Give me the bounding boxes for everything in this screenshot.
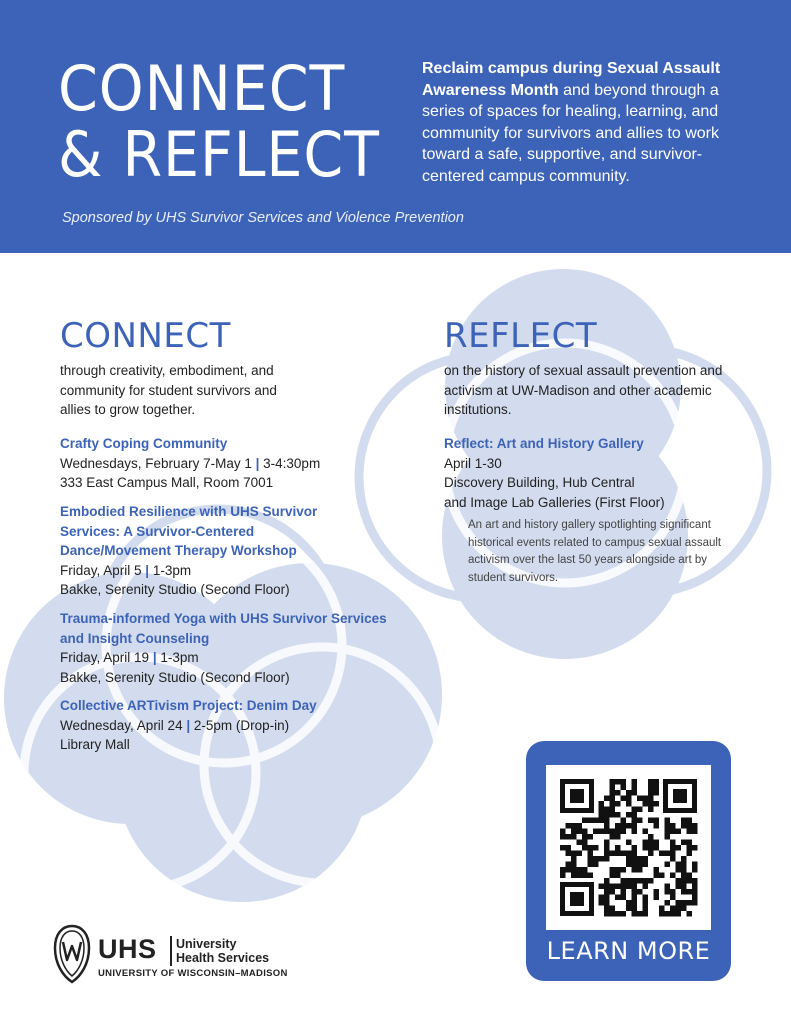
qr-code-image xyxy=(546,765,711,930)
logo-name-line-1: University xyxy=(176,937,237,951)
connect-heading: CONNECT xyxy=(60,316,231,356)
event-title: Reflect: Art and History Gallery xyxy=(444,436,644,451)
intro-text xyxy=(422,58,742,187)
intro-rest: and beyond through a series of spaces for healing, learning, and community for survivors and allies to work toward a safe, supportive, and survivor-centered campus community. xyxy=(422,81,719,185)
qr-code[interactable] xyxy=(546,765,711,930)
event-time: 1-3pm xyxy=(152,562,192,578)
logo-abbr: UHS xyxy=(98,934,157,964)
logo-name-line-2: Health Services xyxy=(176,951,270,965)
event-embodied-resilience xyxy=(60,502,322,600)
event-time: 1-3pm xyxy=(160,650,199,665)
sponsor-line: Sponsored by UHS Survivor Services and Violence Prevention xyxy=(62,210,464,226)
event-title: Collective ARTivism Project: Denim Day xyxy=(60,698,317,713)
reflect-lead: on the history of sexual assault prevention and activism at UW-Madison and other academic institutions. xyxy=(444,363,723,417)
event-trauma-yoga xyxy=(60,609,400,687)
event-date: Friday, April 5 xyxy=(60,562,142,578)
event-location: 333 East Campus Mall, Room 7001 xyxy=(60,475,274,490)
title-line-2: & REFLECT xyxy=(58,118,380,191)
separator: | xyxy=(152,650,157,665)
header-banner xyxy=(0,0,791,253)
uhs-logo xyxy=(52,922,292,984)
reflect-heading: REFLECT xyxy=(444,316,598,356)
event-time: 2-5pm (Drop-in) xyxy=(193,717,290,733)
event-when xyxy=(60,716,410,736)
event-location-2: and Image Lab Galleries (First Floor) xyxy=(444,494,665,510)
event-art-history-gallery xyxy=(444,434,744,512)
uw-crest-icon xyxy=(52,924,92,984)
event-title: Trauma-informed Yoga with UHS Survivor Services and Insight Counseling xyxy=(60,611,387,646)
learn-more-label[interactable]: LEARN MORE xyxy=(546,937,711,965)
event-time: 3-4:30pm xyxy=(263,455,321,471)
event-date: April 1-30 xyxy=(444,455,502,471)
event-when xyxy=(60,454,410,474)
event-location: Bakke, Serenity Studio (Second Floor) xyxy=(60,582,290,597)
learn-more-card[interactable] xyxy=(526,741,731,981)
page-title xyxy=(58,52,380,191)
logo-name xyxy=(176,937,269,965)
intro-bold: Reclaim campus during Sexual Assault Awareness Month xyxy=(422,60,721,99)
gallery-description: An art and history gallery spotlighting significant historical events related to campus sexual assault activism over the last 50 years alongside art by student survivors. xyxy=(468,519,722,584)
separator: | xyxy=(255,455,260,471)
event-denim-day xyxy=(60,696,410,755)
logo-university: UNIVERSITY OF WISCONSIN–MADISON xyxy=(98,968,288,979)
event-when xyxy=(60,561,322,581)
event-crafty-coping xyxy=(60,434,410,493)
event-location: Library Mall xyxy=(60,737,130,752)
event-date: Wednesdays, February 7-May 1 xyxy=(60,455,252,471)
separator: | xyxy=(145,562,150,578)
separator: | xyxy=(186,717,191,733)
event-date: Wednesday, April 24 xyxy=(60,717,183,733)
event-date: Friday, April 19 xyxy=(60,650,150,665)
logo-divider xyxy=(170,936,172,966)
event-location-1: Discovery Building, Hub Central xyxy=(444,475,635,490)
event-location: Bakke, Serenity Studio (Second Floor) xyxy=(60,669,290,685)
title-line-1: CONNECT xyxy=(58,52,346,125)
connect-lead: through creativity, embodiment, and community for student survivors and allies to grow together. xyxy=(60,363,277,417)
event-when xyxy=(60,648,400,668)
event-title: Embodied Resilience with UHS Survivor Services: A Survivor-Centered Dance/Movement Therapy Workshop xyxy=(60,504,318,558)
event-title: Crafty Coping Community xyxy=(60,436,228,451)
